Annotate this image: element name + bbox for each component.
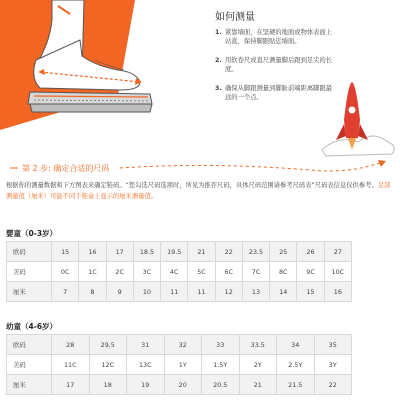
row-label: 美码: [7, 262, 52, 282]
size-cell: 9C: [297, 262, 324, 282]
size-cell: 7: [52, 282, 79, 302]
size-cell: 17: [52, 375, 90, 395]
size-cell: 18.5: [133, 242, 160, 262]
size-cell: 34: [277, 335, 315, 355]
table-row: [7, 242, 352, 262]
size-cell: 8C: [270, 262, 297, 282]
measure-step: [215, 56, 337, 74]
size-cell: 17: [106, 242, 133, 262]
table-row: [7, 355, 352, 375]
size-cell: 9: [106, 282, 133, 302]
row-label: 美码: [7, 355, 52, 375]
toddler-table-title: 婴童（0-3岁）: [6, 229, 58, 238]
size-cell: 31: [127, 335, 165, 355]
size-cell: 26: [297, 242, 324, 262]
rocket-icon: [318, 80, 400, 160]
size-cell: 2.5Y: [277, 355, 315, 375]
row-label: 欧码: [7, 335, 52, 355]
size-cell: 3Y: [314, 355, 352, 375]
size-cell: 11C: [52, 355, 90, 375]
size-cell: 0C: [52, 262, 79, 282]
step-number: 1.: [215, 29, 222, 36]
size-cell: 11: [161, 282, 188, 302]
size-cell: 21: [188, 242, 215, 262]
size-cell: 14: [270, 282, 297, 302]
little-kids-size-table: [6, 334, 352, 395]
little-kids-table-title: 幼童（4-6岁）: [6, 322, 58, 331]
size-cell: 12C: [89, 355, 127, 375]
size-cell: 29.5: [89, 335, 127, 355]
size-cell: 13C: [127, 355, 165, 375]
size-cell: 23.5: [242, 242, 269, 262]
size-cell: 20: [164, 375, 202, 395]
intro-text: 根据你的测量数据和下方图表来确定鞋码。“您勾选尺码选项时，所见为推荐尺码，具体尺码范围请参考尺码表”尺码表信息仅供参考。: [6, 182, 378, 189]
size-cell: 4C: [161, 262, 188, 282]
size-cell: 35: [314, 335, 352, 355]
size-cell: 15: [297, 282, 324, 302]
how-to-measure-title: 如何测量: [215, 12, 255, 23]
size-cell: 28: [52, 335, 90, 355]
step-number: 2.: [215, 57, 222, 64]
size-cell: 33: [202, 335, 240, 355]
size-cell: 8: [79, 282, 106, 302]
table-row: [7, 282, 352, 302]
size-cell: 6C: [215, 262, 242, 282]
step2-intro: [6, 180, 392, 202]
table-row: [7, 375, 352, 395]
toddler-size-table: [6, 241, 352, 302]
foot-measurement-illustration: [0, 0, 205, 145]
size-cell: 19.5: [161, 242, 188, 262]
size-cell: 1C: [79, 262, 106, 282]
size-cell: 16: [324, 282, 351, 302]
size-cell: 33.5: [239, 335, 277, 355]
size-cell: 11: [188, 282, 215, 302]
size-cell: 16: [79, 242, 106, 262]
size-cell: 21: [239, 375, 277, 395]
size-cell: 21.5: [277, 375, 315, 395]
size-cell: 27: [324, 242, 351, 262]
table-row: [7, 335, 352, 355]
size-cell: 5C: [188, 262, 215, 282]
size-cell: 32: [164, 335, 202, 355]
table-row: [7, 262, 352, 282]
size-cell: 22: [314, 375, 352, 395]
measure-step: [215, 28, 337, 46]
size-cell: 19: [127, 375, 165, 395]
step2-heading: 第 2 步: 确定合适的尺码: [22, 164, 110, 173]
size-cell: 2Y: [239, 355, 277, 375]
size-cell: 12: [215, 282, 242, 302]
size-cell: 20.5: [202, 375, 240, 395]
size-cell: 3C: [133, 262, 160, 282]
row-label: 欧码: [7, 242, 52, 262]
measurement-warning: 足部测量值（厘米）可能不同于鞋盒上显示的厘米测量值。: [6, 182, 391, 200]
size-cell: 1Y: [164, 355, 202, 375]
step-text: 紧靠墙面，在坚硬的地面或物体表面上站直，保持脚跟贴近墙面。: [225, 29, 333, 45]
size-cell: 22: [215, 242, 242, 262]
size-cell: 7C: [242, 262, 269, 282]
size-cell: 18: [89, 375, 127, 395]
size-cell: 10: [133, 282, 160, 302]
size-cell: 1.5Y: [202, 355, 240, 375]
size-cell: 10C: [324, 262, 351, 282]
size-cell: 13: [242, 282, 269, 302]
size-cell: 15: [52, 242, 79, 262]
row-label: 厘米: [7, 375, 52, 395]
size-cell: 2C: [106, 262, 133, 282]
size-cell: 25: [270, 242, 297, 262]
step-number: 3.: [215, 85, 222, 92]
step-text: 用软卷尺或直尺测量脚后跟到足尖的长度。: [225, 57, 333, 73]
row-label: 厘米: [7, 282, 52, 302]
step-text: 确保从脚跟测量到脚趾前端距离脚跟最远的一个点。: [225, 85, 333, 101]
